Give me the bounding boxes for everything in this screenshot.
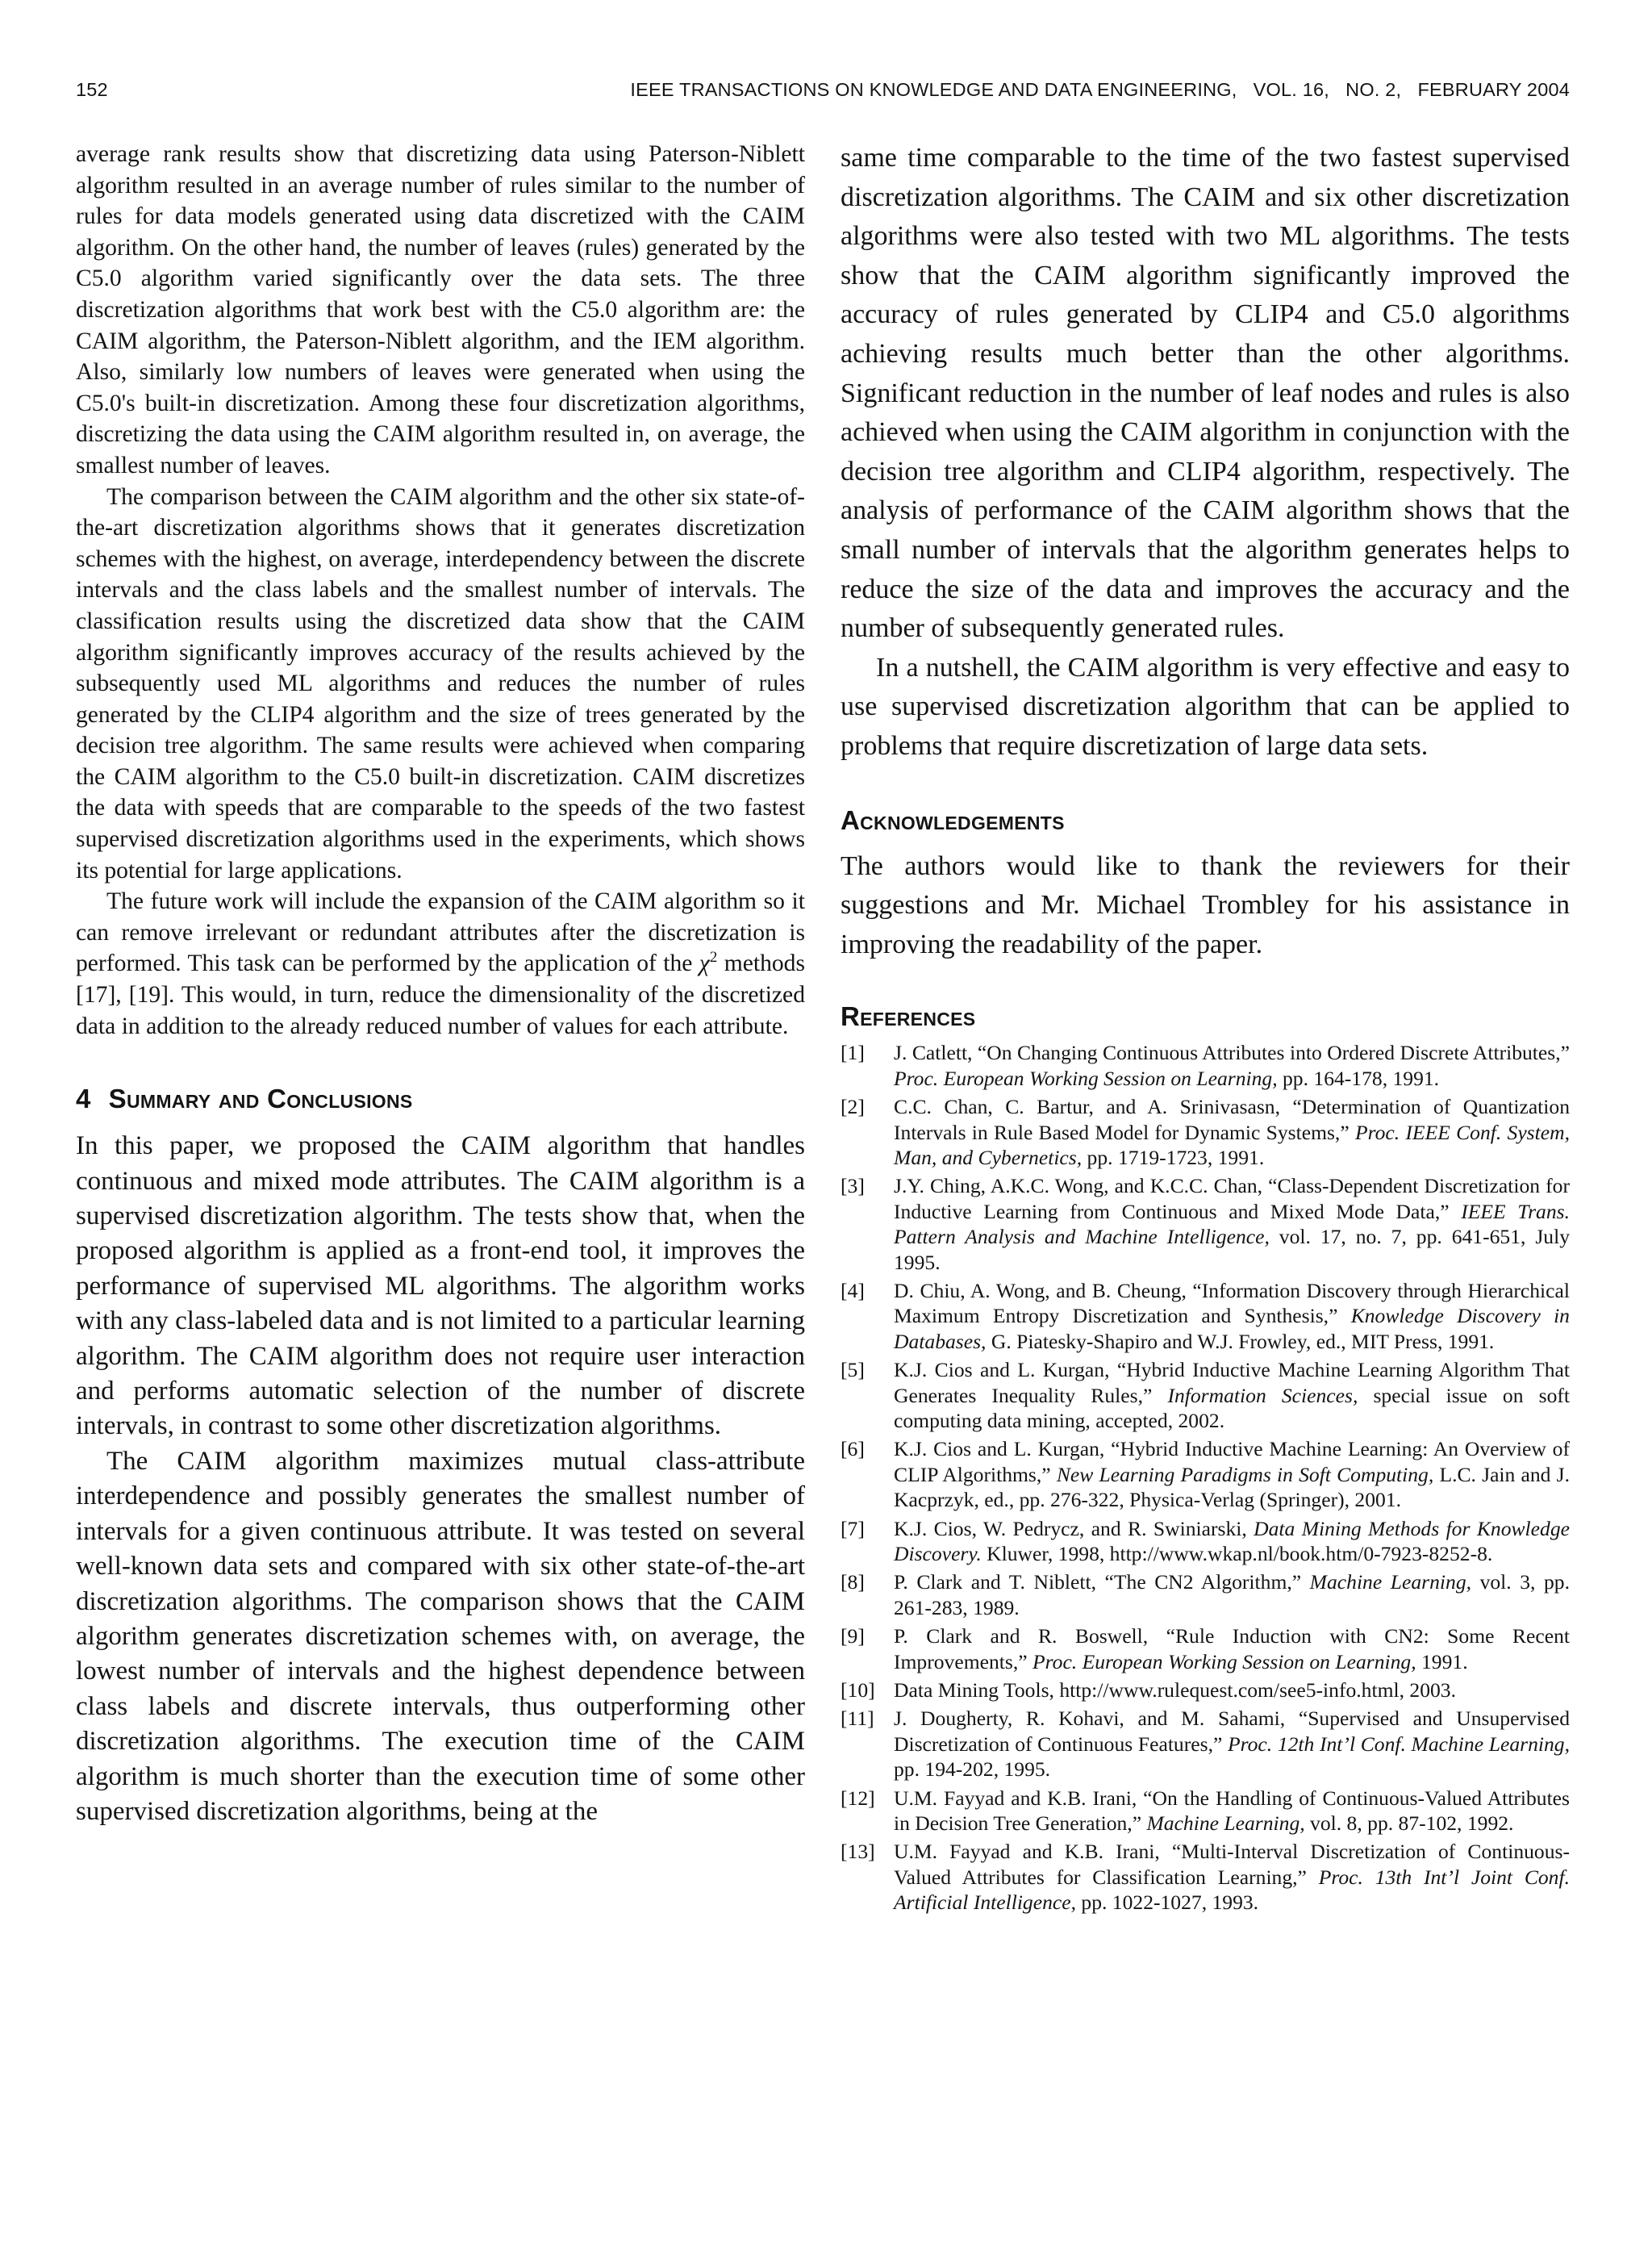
reference-number: [10] <box>841 1678 875 1702</box>
right-column <box>841 139 1570 1919</box>
reference-details: special issue on soft computing data mining, accepted, 2002. <box>894 1383 1570 1432</box>
reference-number: [12] <box>841 1786 875 1810</box>
reference-item <box>841 1569 1570 1620</box>
reference-item <box>841 1516 1570 1567</box>
journal-title: IEEE TRANSACTIONS ON KNOWLEDGE AND DATA ENGINEERING, VOL. 16, NO. 2, FEBRUARY 2004 <box>630 79 1570 100</box>
reference-text: J. Dougherty, R. Kohavi, and M. Sahami, “Supervised and Unsupervised Discretization of Continuous Features,” <box>894 1707 1570 1756</box>
reference-item <box>841 1278 1570 1354</box>
reference-details: 1991. <box>1416 1649 1468 1673</box>
reference-number: [9] <box>841 1624 865 1648</box>
reference-text: P. Clark and T. Niblett, “The CN2 Algorithm,” <box>894 1570 1310 1594</box>
reference-details: G. Piatesky-Shapiro and W.J. Frowley, ed., MIT Press, 1991. <box>986 1329 1495 1353</box>
future-work-text-b: methods [17], [19]. This would, in turn, reduce the dimensionality of the discretized data in addition to the already reduced number of values for each attribute. <box>76 950 805 1039</box>
reference-details: pp. 164-178, 1991. <box>1277 1066 1440 1090</box>
reference-item <box>841 1040 1570 1091</box>
reference-venue: Machine Learning, <box>1309 1570 1472 1594</box>
acknowledgements-text: The authors would like to thank the reviewers for their suggestions and Mr. Michael Trombley for his assistance in improving the readability of the paper. <box>841 850 1570 959</box>
reference-venue: Information Sciences, <box>1167 1383 1358 1407</box>
reference-number: [4] <box>841 1278 865 1302</box>
reference-number: [11] <box>841 1707 874 1731</box>
reference-number: [7] <box>841 1516 865 1540</box>
future-work-text-a: The future work will include the expansion of the CAIM algorithm so it can remove irrelevant or redundant attributes after the discretization is performed. This task can be performed by the application of the <box>76 888 805 977</box>
reference-text: P. Clark and R. Boswell, “Rule Induction with CN2: Some Recent Improvements,” <box>894 1624 1570 1673</box>
reference-text: J.Y. Ching, A.K.C. Wong, and K.C.C. Chan, “Class-Dependent Discretization for Inductive Learning from Continuous and Mixed Mode Data,” <box>894 1174 1570 1223</box>
reference-text: J. Catlett, “On Changing Continuous Attributes into Ordered Discrete Attributes,” <box>894 1041 1570 1065</box>
reference-list <box>841 1040 1570 1915</box>
reference-venue: Machine Learning, <box>1146 1811 1305 1836</box>
reference-item <box>841 1839 1570 1915</box>
reference-text: K.J. Cios and L. Kurgan, “Hybrid Inductive Machine Learning: An Overview of CLIP Algorithms,” <box>894 1437 1570 1486</box>
left-column <box>76 139 805 1829</box>
reference-item <box>841 1706 1570 1782</box>
reference-venue: Proc. IEEE Conf. System, Man, and Cybernetics, <box>894 1120 1570 1169</box>
paragraph-summary-2: The CAIM algorithm maximizes mutual class-attribute interdependence and possibly generates the smallest number of intervals for a given continuous attribute. It was tested on several well-known data sets and compared with six other state-of-the-art discretization algorithms. The comparison shows that the CAIM algorithm generates discretization schemes with, on average, the lowest number of intervals and the highest dependence between class labels and discrete intervals, thus outperforming other discretization algorithms. The execution time of the CAIM algorithm is much shorter than the execution time of some other supervised discretization algorithms, being at the <box>76 1446 805 1826</box>
section-heading-summary <box>76 1084 805 1114</box>
reference-venue: Data Mining Methods for Knowledge Discovery. <box>894 1516 1570 1565</box>
section-number: 4 <box>76 1084 91 1114</box>
reference-details: pp. 1719-1723, 1991. <box>1082 1145 1265 1169</box>
reference-venue: Proc. 13th Int’l Joint Conf. Artificial Intelligence, <box>894 1865 1570 1915</box>
reference-number: [2] <box>841 1095 865 1119</box>
reference-text: Data Mining Tools, http://www.rulequest.com/see5-info.html, 2003. <box>894 1678 1456 1702</box>
reference-number: [3] <box>841 1174 865 1198</box>
reference-venue: Proc. 12th Int’l Conf. Machine Learning, <box>1227 1732 1570 1756</box>
section-title: Summary and Conclusions <box>108 1084 413 1114</box>
reference-number: [6] <box>841 1437 865 1461</box>
reference-venue: IEEE Trans. Pattern Analysis and Machine Intelligence, <box>894 1199 1570 1249</box>
reference-text: K.J. Cios and L. Kurgan, “Hybrid Inductive Machine Learning Algorithm That Generates Inequality Rules,” <box>894 1358 1570 1407</box>
reference-venue: Proc. European Working Session on Learning, <box>1032 1649 1416 1673</box>
reference-text: K.J. Cios, W. Pedrycz, and R. Swiniarski, <box>894 1516 1254 1540</box>
reference-details: L.C. Jain and J. Kacprzyk, ed., pp. 276-322, Physica-Verlag (Springer), 2001. <box>894 1462 1571 1512</box>
reference-item <box>841 1436 1570 1512</box>
paragraph-summary-1: In this paper, we proposed the CAIM algorithm that handles continuous and mixed mode attributes. The CAIM algorithm is a supervised discretization algorithm. The tests show that, when the proposed algorithm is applied as a front-end tool, it improves the performance of supervised ML algorithms. The algorithm works with any class-labeled data and is not limited to a particular learning algorithm. The CAIM algorithm does not require user interaction and performs automatic selection of the number of discrete intervals, in contrast to some other discretization algorithms. <box>76 1131 805 1441</box>
reference-text: U.M. Fayyad and K.B. Irani, “On the Handling of Continuous-Valued Attributes in Decision Tree Generation,” <box>894 1786 1570 1836</box>
paragraph-future-work <box>76 886 805 1042</box>
reference-venue: Knowledge Discovery in Databases, <box>894 1304 1570 1353</box>
running-header <box>76 79 1570 107</box>
chi-superscript: 2 <box>709 949 718 967</box>
reference-text: D. Chiu, A. Wong, and B. Cheung, “Information Discovery through Hierarchical Maximum Entropy Discretization and Synthesis,” <box>894 1278 1570 1328</box>
reference-details: vol. 3, pp. 261-283, 1989. <box>894 1570 1570 1619</box>
reference-item <box>841 1094 1570 1170</box>
reference-number: [5] <box>841 1358 865 1382</box>
reference-item <box>841 1623 1570 1674</box>
reference-details: vol. 8, pp. 87-102, 1992. <box>1304 1811 1514 1836</box>
reference-details: pp. 194-202, 1995. <box>894 1757 1051 1782</box>
paragraph-comparison: The comparison between the CAIM algorithm and the other six state-of-the-art discretization algorithms shows that it generates discretization schemes with the highest, on average, interdependency between the discrete intervals and the class labels and the smallest number of intervals. The classification results using the discretized data show that the CAIM algorithm significantly improves accuracy of the results achieved by the subsequently used ML algorithms and reduces the number of rules generated by the CLIP4 algorithm and the size of trees generated by the decision tree algorithm. The same results were achieved when comparing the CAIM algorithm to the C5.0 built-in discretization. CAIM discretizes the data with speeds that are comparable to the speeds of the two fastest supervised discretization algorithms used in the experiments, which shows its potential for large applications. <box>76 483 805 884</box>
chi-symbol: χ <box>699 950 710 977</box>
paragraph-continued: average rank results show that discretizing data using Paterson-Niblett algorithm resulted in an average number of rules similar to the number of rules for data models generated using data discretized with the CAIM algorithm. On the other hand, the number of leaves (rules) generated by the C5.0 algorithm varied significantly over the data sets. The three discretization algorithms that work best with the C5.0 algorithm are: the CAIM algorithm, the Paterson-Niblett algorithm, and the IEM algorithm. Also, similarly low numbers of leaves were generated when using the C5.0's built-in discretization. Among these four discretization algorithms, discretizing the data using the CAIM algorithm resulted in, on average, the smallest number of leaves. <box>76 141 805 478</box>
page-number: 152 <box>76 79 108 100</box>
reference-item <box>841 1677 1570 1702</box>
reference-details: vol. 17, no. 7, pp. 641-651, July 1995. <box>894 1225 1570 1274</box>
paragraph-nutshell: In a nutshell, the CAIM algorithm is very effective and easy to use supervised discretization algorithm that can be applied to problems that require discretization of large data sets. <box>841 652 1570 761</box>
reference-venue: New Learning Paradigms in Soft Computing, <box>1056 1462 1434 1486</box>
reference-text: C.C. Chan, C. Bartur, and A. Srinivasasn, “Determination of Quantization Intervals in Rule Based Model for Dynamic Systems,” <box>894 1095 1570 1144</box>
reference-venue: Proc. European Working Session on Learning, <box>894 1066 1278 1090</box>
section-heading-references: References <box>841 1001 976 1032</box>
reference-number: [13] <box>841 1840 875 1864</box>
reference-number: [8] <box>841 1570 865 1594</box>
reference-item <box>841 1357 1570 1433</box>
section-heading-acknowledgements: Acknowledgements <box>841 804 1065 835</box>
reference-item <box>841 1173 1570 1275</box>
reference-details: Kluwer, 1998, http://www.wkap.nl/book.htm/0-7923-8252-8. <box>981 1542 1493 1565</box>
reference-number: [1] <box>841 1041 865 1065</box>
reference-item <box>841 1786 1570 1836</box>
reference-text: U.M. Fayyad and K.B. Irani, “Multi-Interval Discretization of Continuous-Valued Attributes for Classification Learning,” <box>894 1840 1570 1889</box>
paragraph-summary-continued: same time comparable to the time of the two fastest supervised discretization algorithms. The CAIM and six other discretization algorithms were also tested with two ML algorithms. The tests show that the CAIM algorithm significantly improved the accuracy of rules generated by CLIP4 and C5.0 algorithms achieving results much better than the other algorithms. Significant reduction in the number of leaf nodes and rules is also achieved when using the CAIM algorithm in conjunction with the decision tree algorithm and CLIP4 algorithm, respectively. The analysis of performance of the CAIM algorithm shows that the small number of intervals that the algorithm generates helps to reduce the size of the data and improves the accuracy and the number of subsequently generated rules. <box>841 143 1570 644</box>
reference-details: pp. 1022-1027, 1993. <box>1076 1890 1259 1915</box>
